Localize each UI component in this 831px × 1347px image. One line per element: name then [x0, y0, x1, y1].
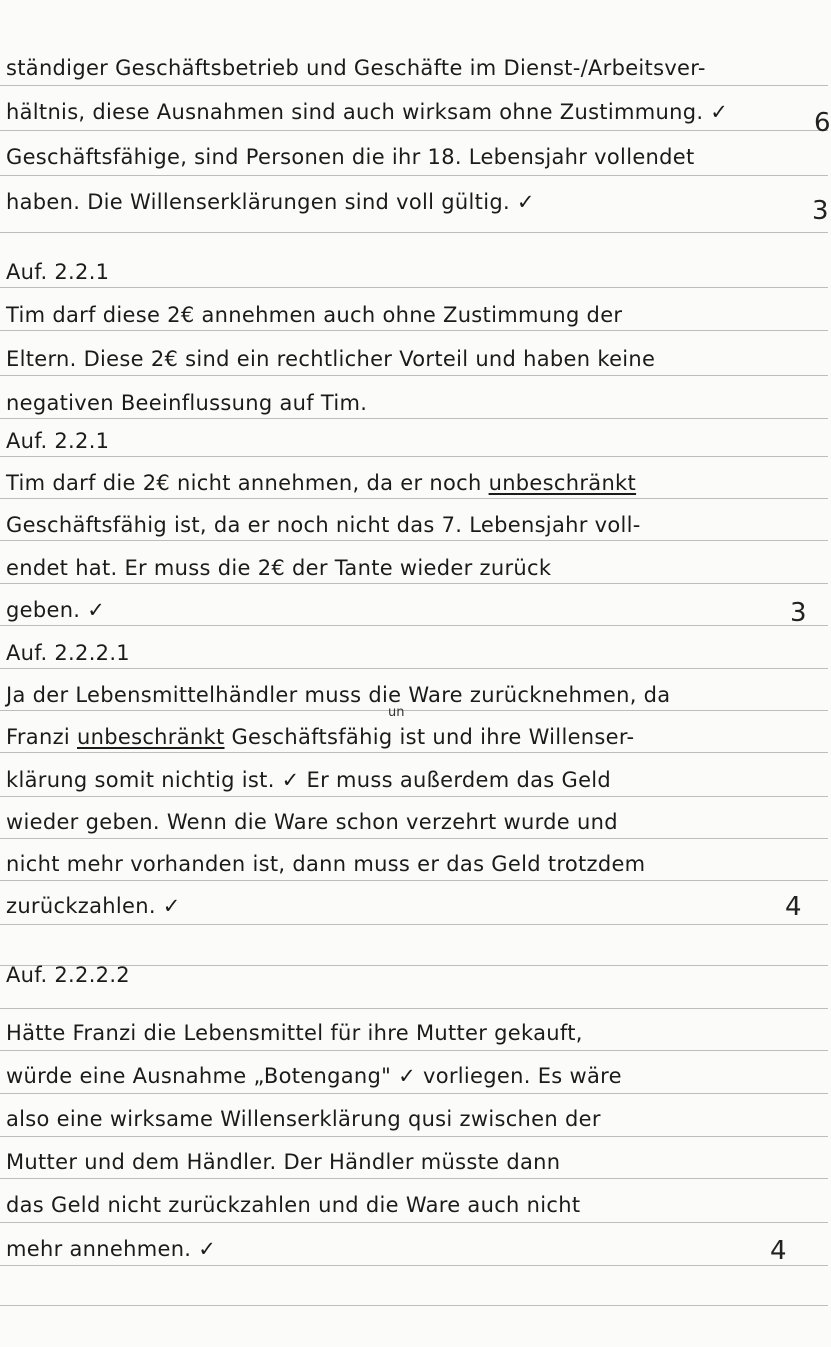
ruled-line [0, 1305, 828, 1306]
ruled-line [0, 232, 828, 233]
text-line: also eine wirksame Willenserklärung qusi zwischen der [6, 1107, 601, 1131]
text-line: klärung somit nichtig ist. ✓ Er muss außerdem das Geld [6, 768, 612, 792]
text-line: ständiger Geschäftsbetrieb und Geschäfte im Dienst-/Arbeitsver- [6, 56, 706, 80]
text-line: Eltern. Diese 2€ sind ein rechtlicher Vorteil und haben keine [6, 347, 656, 371]
text-segment: Geschäftsfähig ist und ihre Willenser- [231, 725, 635, 749]
text-line: Geschäftsfähige, sind Personen die ihr 18. Lebensjahr vollendet [6, 145, 695, 169]
ruled-line [0, 1093, 828, 1094]
ruled-line [0, 838, 828, 839]
score-mark: 4 [785, 892, 802, 922]
text-line: würde eine Ausnahme „Botengang" ✓ vorliegen. Es wäre [6, 1064, 622, 1088]
underlined-word: unbeschränkt [77, 725, 225, 749]
text-line: nicht mehr vorhanden ist, dann muss er das Geld trotzdem [6, 852, 646, 876]
ruled-line [0, 924, 828, 925]
ruled-line [0, 625, 828, 626]
text-line: negativen Beeinflussung auf Tim. [6, 391, 368, 415]
ruled-line [0, 287, 828, 288]
ruled-line [0, 85, 828, 86]
correction-insert: un [388, 705, 405, 720]
ruled-line [0, 498, 828, 499]
ruled-line [0, 583, 828, 584]
text-line: hältnis, diese Ausnahmen sind auch wirksam ohne Zustimmung. ✓ [6, 100, 729, 124]
section-heading: Auf. 2.2.2.1 [6, 641, 130, 665]
ruled-line [0, 880, 828, 881]
ruled-line [0, 668, 828, 669]
ruled-line [0, 1222, 828, 1223]
ruled-line [0, 1050, 828, 1051]
ruled-line [0, 456, 828, 457]
score-mark: 4 [770, 1236, 787, 1266]
text-line: Ja der Lebensmittelhändler muss die Ware zurücknehmen, da [6, 683, 671, 707]
ruled-line [0, 796, 828, 797]
ruled-line [0, 175, 828, 176]
ruled-line [0, 1265, 828, 1266]
text-line: geben. ✓ [6, 598, 106, 622]
ruled-line [0, 710, 828, 711]
ruled-line [0, 540, 828, 541]
ruled-line [0, 1136, 828, 1137]
text-line: Hätte Franzi die Lebensmittel für ihre Mutter gekauft, [6, 1021, 583, 1045]
score-mark: 3 [812, 196, 829, 226]
score-mark: 3 [790, 598, 807, 628]
text-line: endet hat. Er muss die 2€ der Tante wieder zurück [6, 556, 552, 580]
ruled-line [0, 130, 828, 131]
text-line: mehr annehmen. ✓ [6, 1237, 217, 1261]
section-heading: Auf. 2.2.1 [6, 429, 110, 453]
ruled-line [0, 375, 828, 376]
section-heading: Auf. 2.2.2.2 [6, 963, 130, 987]
text-line [6, 470, 786, 496]
ruled-line [0, 330, 828, 331]
text-line: haben. Die Willenserklärungen sind voll gültig. ✓ [6, 190, 535, 214]
text-line: Geschäftsfähig ist, da er noch nicht das 7. Lebensjahr voll- [6, 513, 641, 537]
score-mark: 6 [814, 108, 831, 138]
text-line [6, 724, 786, 750]
text-line: Tim darf diese 2€ annehmen auch ohne Zustimmung der [6, 303, 623, 327]
ruled-line [0, 418, 828, 419]
text-line: zurückzahlen. ✓ [6, 894, 181, 918]
ruled-line [0, 752, 828, 753]
underlined-word: unbeschränkt [488, 471, 637, 495]
text-line: Mutter und dem Händler. Der Händler müsste dann [6, 1150, 561, 1174]
text-segment: Tim darf die 2€ nicht annehmen, da er noch [6, 471, 482, 495]
text-line: das Geld nicht zurückzahlen und die Ware auch nicht [6, 1193, 581, 1217]
text-segment: Franzi [6, 725, 71, 749]
ruled-line [0, 1008, 828, 1009]
ruled-line [0, 1178, 828, 1179]
text-line: wieder geben. Wenn die Ware schon verzehrt wurde und [6, 810, 618, 834]
section-heading: Auf. 2.2.1 [6, 260, 110, 284]
